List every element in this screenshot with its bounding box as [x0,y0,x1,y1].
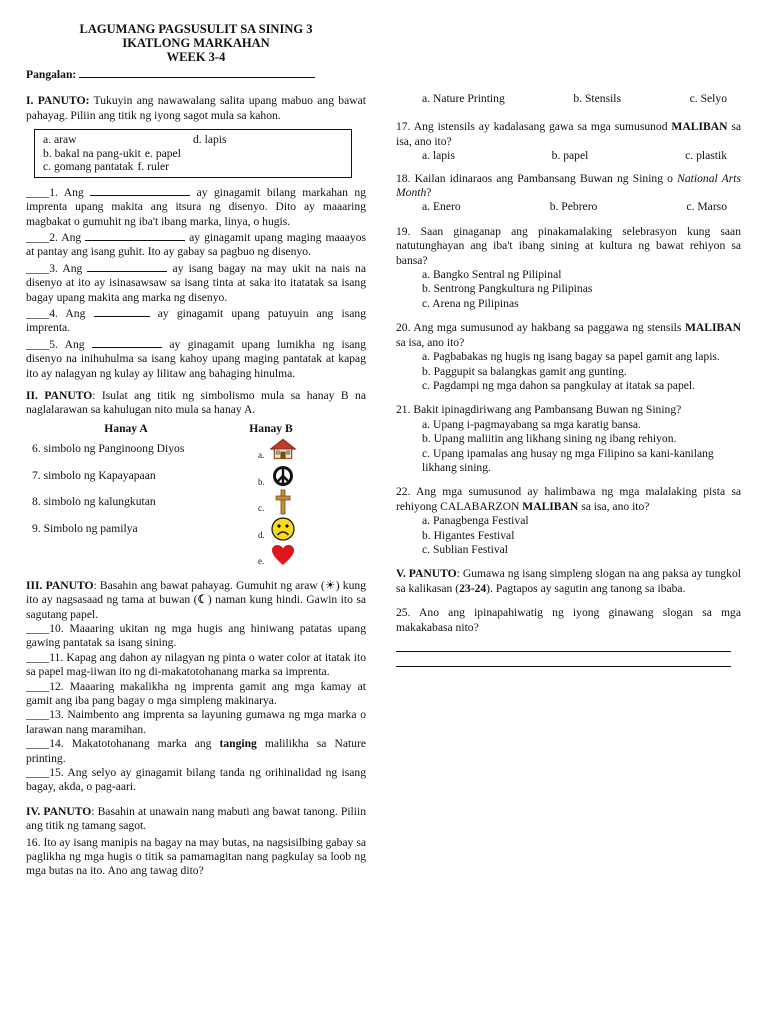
heart-icon [270,543,296,567]
hanay-row-e [26,542,366,569]
item-12: ____12. Maaaring makalikha ng imprenta gamit ang mga kamay at gamit ang iba pang bagay o mga simpleng makinarya. [26,679,366,707]
item-3-number: ____3. Ang [26,261,83,275]
q16-option-c[interactable]: c. Selyo [689,92,727,105]
answer-line-2[interactable] [396,652,731,667]
hanay-a-item-9: 9. Simbolo ng pamilya [32,521,138,535]
choices-box [34,129,352,178]
title-line-3: WEEK 3-4 [166,50,226,64]
question-25: 25. Ano ang ipinapahiwatig ng iyong ginawang slogan sa mga makakabasa nito? [396,606,741,634]
q20-option-a[interactable]: a. Pagbabakas ng hugis ng isang bagay sa papel gamit ang lapis. [422,350,720,364]
item-4 [26,305,366,336]
hanay-a-item-6: 6. simbolo ng Panginoong Diyos [32,442,185,456]
moon-icon: ☾ [197,593,208,607]
part-3 [26,579,366,795]
hanay-row-6 [26,436,366,463]
item-2-text: ay ginagamit upang maging maaayos at pantay ang isang guhit. Ito ay gabay sa pagbuo ng disenyo. [26,230,367,259]
page-header [26,22,366,64]
q17-text-b: sa isa, ano ito? [396,120,741,148]
hanay-b-letter-c: c. [258,503,265,514]
hanay-b-letter-a: a. [258,450,265,461]
q18-option-b[interactable]: b. Pebrero [549,200,598,214]
q18-options [396,200,741,214]
name-row [26,66,366,82]
item-1-text: ay ginagamit bilang markahan ng imprenta upang makita ang itsura ng disenyo. Dito ay maaaring magbakat o gumuhit ng iba't ibang marka, linya, o hugis. [26,185,367,228]
q18-option-c[interactable]: c. Marso [686,200,727,214]
q20-text-b: sa isa, ano ito? [396,335,465,349]
item-10: ____10. Maaaring ukitan ng mga hugis ang hiniwang patatas upang gawing pantatak sa isang sining. [26,621,366,650]
q19-options [396,268,741,311]
choice-a: a. araw [43,133,77,147]
question-16: 16. Ito ay isang manipis na bagay na may butas, na nagsisilbing gabay sa paglikha ng mga hugis o titik sa pamamagitan nang pagkulay sa loob ng mga butas na ito. Ano ang tawag dito? [26,835,366,878]
hanay-a-item-7: 7. simbolo ng Kapayapaan [32,468,156,482]
q19-option-a[interactable]: a. Bangko Sentral ng Pilipinal [422,268,562,282]
q18-italic: National Arts Month [396,171,741,200]
sun-icon: ☀ [324,578,336,592]
choice-d: d. lapis [193,133,227,147]
item-1-number: ____1. Ang [26,185,84,199]
q17-options [396,149,741,163]
item-5 [26,336,366,381]
part-5-instruction-b: ). Pagtapos ay sagutin ang tanong sa ibaba. [486,581,686,595]
title-line-2: IKATLONG MARKAHAN [122,36,270,50]
q16-options [396,92,741,106]
q17-option-b[interactable]: b. papel [551,149,589,163]
q19-option-b[interactable]: b. Sentrong Pangkultura ng Pilipinas [422,282,593,296]
q21-option-b[interactable]: b. Upang maliitin ang likhang sining ng ibang rehiyon. [422,432,677,446]
q20-emphasis: MALIBAN [684,321,741,335]
hanay-a-item-8: 8. simbolo ng kalungkutan [32,495,156,509]
item-14-text-b: malilikha sa Nature printing. [26,737,366,765]
question-18 [396,172,741,201]
q20-option-c[interactable]: c. Pagdampi ng mga dahon sa pangkulay at itatak sa papel. [422,378,696,392]
answer-line-1[interactable] [396,637,731,652]
part-1-label: I. PANUTO: [26,94,90,108]
part-4-instruction-block [26,805,366,834]
q22-text-a: 22. Ang mga sumusunod ay halimbawa ng mga malalaking pista sa rehiyong CALABARZON [396,485,741,513]
q17-option-c[interactable]: c. plastik [685,149,727,163]
choice-c: c. gomang pantatak [43,160,134,174]
part-3-instruction-block [26,579,366,622]
name-label: Pangalan: [26,68,77,81]
part-4-label: IV. PANUTO [26,804,92,818]
item-5-number: ____5. Ang [26,337,85,351]
part-2-label: II. PANUTO [26,389,93,402]
hanay-row-8 [26,489,366,516]
q22-option-c[interactable]: c. Sublian Festival [422,542,508,556]
q22-option-b[interactable]: b. Higantes Festival [422,528,515,542]
right-column [396,92,741,667]
item-2 [26,229,366,260]
part-5-instruction-a: : Gumawa ng isang simpleng slogan na ang paksa ay tungkol sa kalikasan ( [396,567,741,595]
item-2-number: ____2. Ang [26,230,82,244]
item-13: ____13. Naimbento ang imprenta sa layuning gumawa ng mga marka o larawan nang maramihan. [26,708,366,736]
part-1 [26,94,366,381]
item-14 [26,737,366,766]
hanay-a-heading: Hanay A [104,421,148,435]
part-4 [26,805,366,879]
item-11: ____11. Kapag ang dahon ay nilagyan ng pinta o water color at itatak ito sa papel mag-iiwan ito ng di-makatotohanang marka sa imprenta. [26,650,366,679]
hanay-b-heading: Hanay B [249,421,293,435]
choice-f: f. ruler [137,160,170,174]
q18-text-a: 18. Kailan idinaraos ang Pambansang Buwan ng Sining o [396,171,678,185]
q22-options [396,514,741,557]
choice-b: b. bakal na pang-ukit [43,146,141,160]
item-3 [26,260,366,305]
hanay-b-letter-b: b. [258,476,265,487]
part-2 [26,389,366,569]
part-3-instruction-a: : Basahin ang bawat pahayag. Gumuhit ng araw ( [93,578,325,592]
hanay-row-7 [26,463,366,490]
q18-text-b: ? [426,186,432,200]
q17-option-a[interactable]: a. lapis [422,149,455,163]
part-5-item-range: 23-24 [459,581,487,595]
part-2-instruction-block [26,389,366,418]
part-4-instruction: : Basahin at unawain nang mabuti ang bawat tanong. Piliin ang titik ng tamang sagot. [26,804,366,833]
part-1-instruction: Tukuyin ang nawawalang salita upang mabuo ang bawat pahayag. Piliin ang titik ng iyong sagot mula sa kahon. [26,94,366,122]
item-4-number: ____4. Ang [26,306,86,320]
q22-emphasis: MALIBAN [522,499,579,513]
q17-emphasis: MALIBAN [671,120,728,134]
item-15: ____15. Ang selyo ay ginagamit bilang tanda ng orihinalidad ng isang bagay, akda, o pag-aari. [26,766,366,794]
part-5 [396,567,741,596]
hanay-b-letter-d: d. [258,529,265,540]
house-icon [270,437,296,461]
cross-icon [270,490,296,514]
part-1-instruction-block [26,94,366,123]
q21-options [396,418,741,476]
sad-face-icon [270,517,296,541]
choice-e: e. papel [144,146,181,160]
q16-option-a[interactable]: a. Nature Printing [422,92,505,105]
item-14-text-a: ____14. Makatotohanang marka ang [26,737,220,751]
part-5-label: V. PANUTO [396,567,457,581]
q18-option-a[interactable]: a. Enero [422,200,461,214]
part-3-label: III. PANUTO [26,578,94,592]
question-17 [396,120,741,149]
part-2-instruction: : Isulat ang titik ng simbolismo mula sa hanay B na naglalarawan sa kahulugan nito mula sa hanay A. [26,389,366,417]
q19-option-c[interactable]: c. Arena ng Pilipinas [422,296,519,310]
peace-icon [270,464,296,488]
question-22 [396,485,741,514]
title-line-1: LAGUMANG PAGSUSULIT SA SINING 3 [79,22,313,36]
q17-text-a: 17. Ang istensils ay kadalasang gawa sa mga sumusunod [396,120,672,134]
part-3-instruction-b: ) kung ito ay nagsasaad ng tama at buwan ( [26,578,366,607]
item-3-text: ay isang bagay na may ukit na nais na disenyo at ito ay isinasawsaw sa isang tinta at saka ito itatatak sa isang bagay upang makita ang marka ng disenyo. [26,261,366,304]
question-20 [396,321,741,350]
item-14-emphasis: tanging [219,737,257,751]
q22-option-a[interactable]: a. Panagbenga Festival [422,514,529,528]
q21-option-c[interactable]: c. Upang ipamalas ang husay ng mga Filipino sa kani-kanilang likhang sining. [422,446,714,474]
left-column [26,0,366,879]
hanay-header [26,422,366,436]
q16-option-b[interactable]: b. Stensils [573,92,622,105]
name-field[interactable] [79,66,315,78]
question-19: 19. Saan ginaganap ang pinakamalaking selebrasyon kung saan natutunghayan ang iba't ibang sining at kultura ng bawat rehiyon sa bansa? [396,224,741,267]
question-21: 21. Bakit ipinagdiriwang ang Pambansang Buwan ng Sining? [396,403,682,417]
hanay-b-letter-e: e. [258,556,265,567]
part-3-instruction-c: ) naman kung hindi. Gawin ito sa sagutang papel. [26,593,366,621]
item-1 [26,184,366,229]
item-5-text: ay ginagamit upang lumikha ng isang disenyo na inihuhulma sa isang kahoy upang maging pantatak at kapag ito ay nalagyan ng kulay ay lilitaw ang bahaging hinulma. [26,337,366,380]
hanay-row-9 [26,516,366,543]
q20-text-a: 20. Ang mga sumusunod ay hakbang sa paggawa ng stensils [396,321,685,335]
q22-text-b: sa isa, ano ito? [578,499,650,513]
q20-option-b[interactable]: b. Paggupit sa balangkas gamit ang gunting. [422,364,627,378]
q20-options [396,350,741,393]
item-4-text: ay ginagamit upang patuyuin ang isang imprenta. [26,306,366,335]
q21-option-a[interactable]: a. Upang i-pagmayabang sa mga karatig bansa. [422,417,641,431]
